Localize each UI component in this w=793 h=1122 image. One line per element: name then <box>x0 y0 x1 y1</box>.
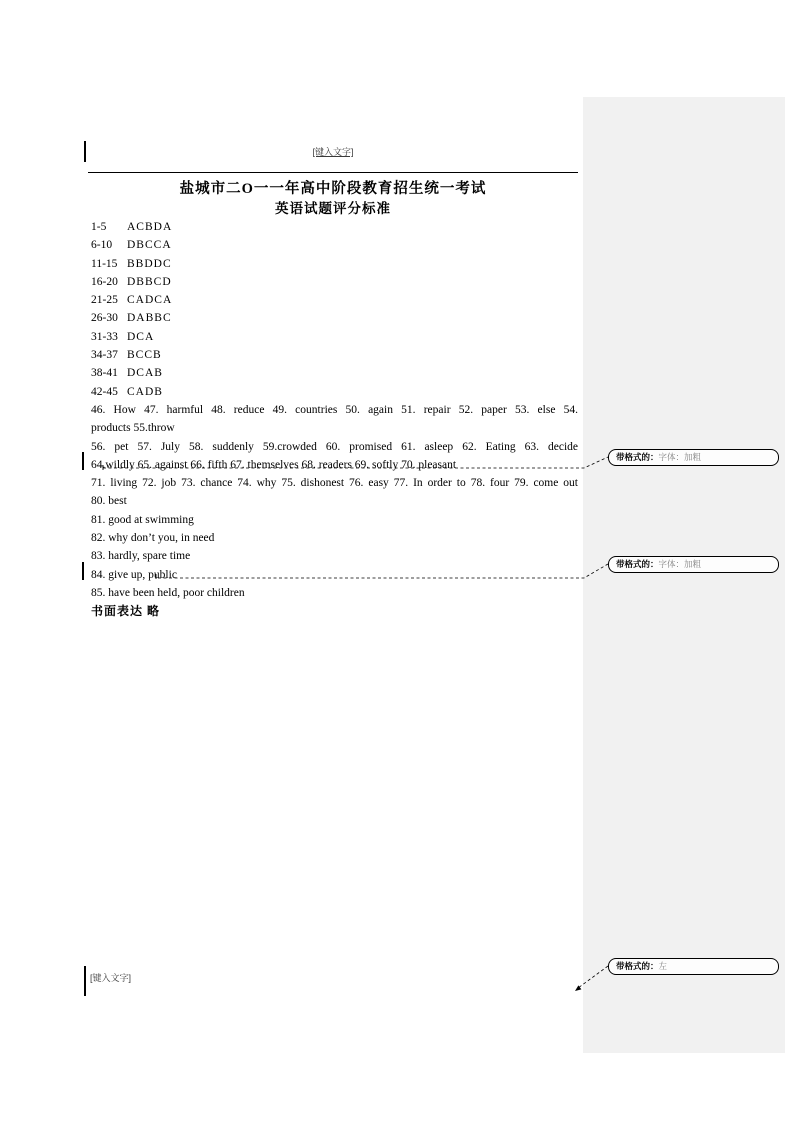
fill-answers-line: 64.wildly 65. against 66. fifth 67. themselves 68. readers 69. softly 70. pleasant <box>91 458 457 471</box>
document-header <box>88 145 578 158</box>
revision-value: 左 <box>658 961 668 971</box>
document-body[interactable] <box>91 218 578 621</box>
revision-balloon-bold-2[interactable] <box>608 556 779 573</box>
fill-answers-line: 56. pet 57. July 58. suddenly 59.crowded 60. promised 61. asleep 62. Eating 63. decide <box>91 440 578 453</box>
answer-line: 31-33 DCA <box>91 330 155 343</box>
revision-balloon-bold-1[interactable] <box>608 449 779 466</box>
revision-label: 带格式的： <box>616 961 659 971</box>
answer-line: 21-25 CADCA <box>91 294 173 307</box>
fill-answers-line: 71. living 72. job 73. chance 74. why 75. dishonest 76. easy 77. In order to 78. four 79. come out <box>91 477 578 490</box>
answer-line: 6-10 DBCCA <box>91 239 172 252</box>
sentence-answer-line: 82. why don’t you, in need <box>91 532 215 545</box>
revision-value: 字体：加粗 <box>658 559 702 569</box>
answer-line: 38-41 DCAB <box>91 367 163 380</box>
document-subtitle: 英语试题评分标准 <box>275 201 391 216</box>
answer-line: 11-15 BBDDC <box>91 257 172 270</box>
revision-label: 带格式的： <box>616 452 659 462</box>
writing-section-line: 书面表达 略 <box>91 604 161 619</box>
document-title: 盐城市二O一一年高中阶段教育招生统一考试 <box>179 181 487 197</box>
revision-value: 字体：加粗 <box>658 452 702 462</box>
change-bar-line84 <box>82 562 84 580</box>
sentence-answer-line: 84. give up, public <box>91 568 177 581</box>
sentence-answer-line: 81. good at swimming <box>91 513 194 526</box>
answer-line: 1-5 ACBDA <box>91 221 173 233</box>
sentence-answer-line: 83. hardly, spare time <box>91 550 191 563</box>
change-bar-header <box>84 141 86 162</box>
change-bar-footer <box>84 966 86 996</box>
answer-line: 26-30 DABBC <box>91 312 172 325</box>
revision-markup-area <box>583 97 785 1053</box>
header-placeholder[interactable]: [键入文字] <box>312 147 354 157</box>
fill-answers-line: 46. How 47. harmful 48. reduce 49. countries 50. again 51. repair 52. paper 53. else 54. <box>91 403 578 416</box>
revision-balloon-left[interactable] <box>608 958 779 975</box>
answer-line: 42-45 CADB <box>91 385 163 398</box>
change-bar-line64 <box>82 452 84 470</box>
leader-arrowhead-icon <box>575 985 581 991</box>
footer-placeholder[interactable]: [键入文字] <box>90 973 132 983</box>
sentence-answer-line: 85. have been held, poor children <box>91 586 245 599</box>
answer-line: 34-37 BCCB <box>91 349 162 362</box>
header-rule <box>88 172 578 173</box>
fill-answers-line: 80. best <box>91 495 127 508</box>
revision-label: 带格式的： <box>616 559 659 569</box>
fill-answers-line: products 55.throw <box>91 422 175 435</box>
answer-line: 16-20 DBBCD <box>91 275 172 288</box>
